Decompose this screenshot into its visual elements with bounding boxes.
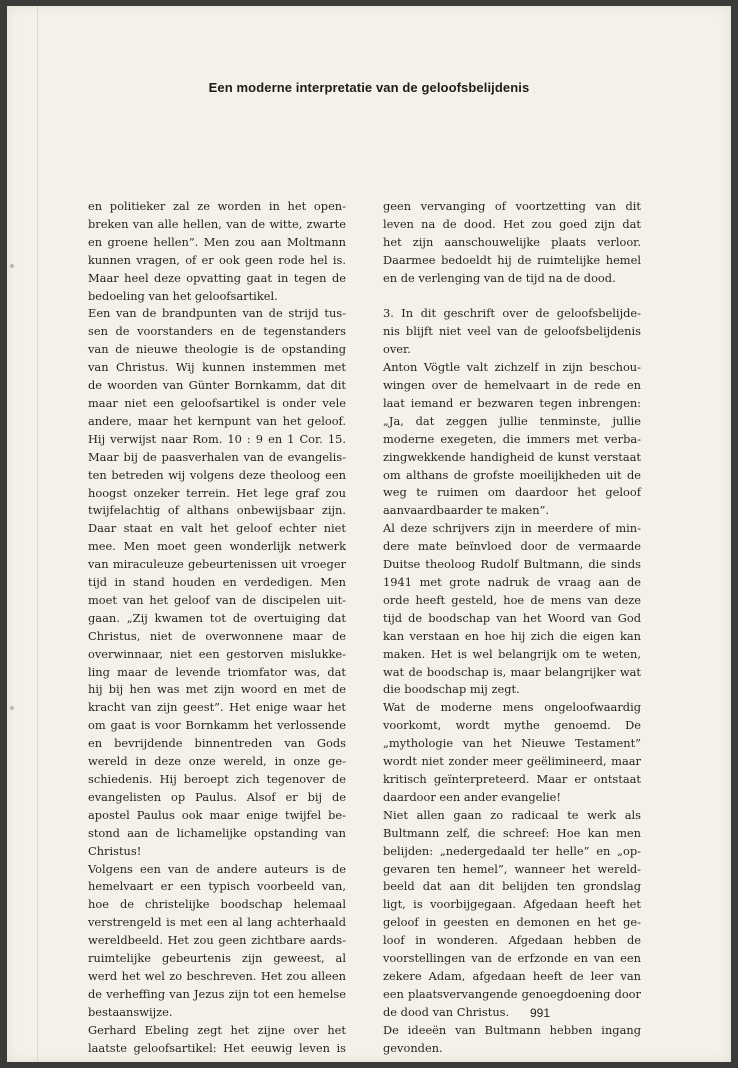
margin-speck — [10, 264, 14, 268]
text-line: evangelisten op Paulus. Alsof er bij de — [88, 789, 346, 804]
text-line: loof in wonderen. Afgedaan hebben de — [383, 933, 641, 948]
text-line: verstrengeld is met een al lang achterhaald — [88, 915, 346, 930]
text-line: leven na de dood. Het zou goed zijn dat — [383, 216, 641, 231]
text-line: Hij verwijst naar Rom. 10 : 9 en 1 Cor. 15. — [88, 431, 346, 446]
text-line: Daar staat en valt het geloof echter niet — [88, 521, 346, 536]
text-line: aanvaardbaarder te maken”. — [383, 503, 550, 518]
text-line: Niet allen gaan zo radicaal te werk als — [383, 807, 641, 822]
text-line: mee. Men moet geen wonderlijk netwerk — [88, 539, 346, 554]
text-line: Anton Vögtle valt zichzelf in zijn beschou- — [383, 360, 641, 375]
text-line: Christus! — [88, 843, 142, 858]
text-line: over. — [383, 342, 411, 357]
text-line: Een van de brandpunten van de strijd tus- — [88, 306, 346, 321]
text-line: moderne exegeten, die immers met verba- — [383, 431, 641, 446]
text-line: maken. Het is wel belangrijk om te weten, — [383, 646, 641, 661]
text-line: gevonden. — [383, 1040, 443, 1055]
text-line: van miraculeuze gebeurtenissen uit vroeger — [88, 557, 346, 572]
text-line: ligt, is voorbijgegaan. Afgedaan heeft het — [383, 897, 641, 912]
text-line: van de nieuwe theologie is de opstanding — [88, 342, 346, 357]
text-line: Bultmann zelf, die schreef: Hoe kan men — [383, 825, 641, 840]
text-line: Duitse theoloog Rudolf Bultmann, die sinds — [383, 557, 641, 572]
text-line: De ideeën van Bultmann hebben ingang — [383, 1022, 641, 1037]
text-line: ten betreden wij volgens deze theoloog een — [88, 467, 346, 482]
text-line: tijd de boodschap van het Woord van God — [383, 610, 641, 625]
text-line: Maar bij de paasverhalen van de evangelis- — [88, 449, 346, 464]
text-line: hemelvaart er een typisch voorbeeld van, — [88, 879, 346, 894]
text-line: laatste geloofsartikel: Het eeuwig leven is — [88, 1040, 346, 1055]
text-line: Volgens een van de andere auteurs is de — [88, 861, 346, 876]
text-line: zekere Adam, afgedaan heeft de leer van — [383, 968, 641, 983]
text-line: wordt niet zonder meer geëlimineerd, maar — [383, 754, 641, 769]
text-line: Gerhard Ebeling zegt het zijne over het — [88, 1022, 346, 1037]
text-line: en de verlenging van de tijd na de dood. — [383, 270, 616, 285]
text-line: voorkomt, wordt mythe genoemd. De — [383, 718, 641, 733]
text-line: 3. In dit geschrift over de geloofsbelijde- — [383, 306, 641, 321]
text-line: belijden: „nedergedaald ter helle” en „op- — [383, 843, 641, 858]
text-line: wereldbeeld. Het zou geen zichtbare aards- — [88, 933, 346, 948]
text-line: kritisch geïnterpreteerd. Maar er ontstaat — [383, 771, 641, 786]
text-line: moet van het geloof van de discipelen uit- — [88, 592, 346, 607]
text-line: overwinnaar, niet een gestorven mislukke- — [88, 646, 346, 661]
margin-speck — [10, 706, 14, 710]
left-text-column — [88, 198, 346, 1058]
text-line: stond aan de lichamelijke opstanding van — [88, 825, 346, 840]
text-line: van Christus. Wij kunnen instemmen met — [88, 360, 346, 375]
text-line: en bevrijdende binnentreden van Gods — [88, 736, 346, 751]
text-line: ling maar de levende triomfator was, dat — [88, 664, 346, 679]
text-line: wingen over de hemelvaart in de rede en — [383, 378, 641, 393]
text-line: voorstellingen van de erfzonde en van een — [383, 951, 641, 966]
right-text-column — [383, 198, 641, 1057]
text-line: Maar heel deze opvatting gaat in tegen de — [88, 270, 346, 285]
text-line: en groene hellen”. Men zou aan Moltmann — [88, 234, 346, 249]
text-line: schiedenis. Hij beroept zich tegenover de — [88, 772, 346, 786]
book-page — [7, 6, 731, 1062]
text-line: „mythologie van het Nieuwe Testament” — [383, 736, 641, 751]
text-line: gevaren ten hemel”, wanneer het wereld- — [383, 861, 641, 876]
text-line: kracht van zijn geest”. Het enige waar het — [88, 700, 346, 715]
text-line: orde heeft gesteld, hoe de mens van deze — [383, 592, 641, 607]
text-line: geen vervanging of voortzetting van dit — [383, 199, 641, 213]
text-line: twijfelachtig of althans onbewijsbaar zijn. — [88, 503, 346, 518]
text-line: geloof in geesten en demonen en het ge- — [383, 915, 641, 930]
text-line: 1941 met grote nadruk de vraag aan de — [383, 575, 641, 590]
text-line: wereld in deze onze wereld, in onze ge- — [88, 754, 346, 769]
text-line: hij bij hen was met zijn woord en met de — [88, 682, 346, 697]
text-line: Daarmee bedoeldt hij de ruimtelijke hemel — [383, 252, 641, 267]
text-line: dere mate beïnvloed door de vermaarde — [383, 539, 641, 554]
text-line: gaan. „Zij kwamen tot de overtuiging dat — [88, 610, 346, 625]
text-line: apostel Paulus ook maar enige twijfel be- — [88, 807, 346, 822]
text-line: en politieker zal ze worden in het open- — [88, 199, 346, 213]
text-line: tijd in stand houden en verdedigen. Men — [88, 575, 346, 590]
text-line: andere, maar het kernpunt van het geloof. — [88, 413, 346, 428]
text-line: Wat de moderne mens ongeloofwaardig — [383, 700, 641, 715]
paragraph-gap — [383, 288, 641, 306]
text-line: bedoeling van het geloofsartikel. — [88, 288, 278, 303]
running-head: Een moderne interpretatie van de geloofsbelijdenis — [208, 80, 530, 95]
text-line: de woorden van Günter Bornkamm, dat dit — [88, 378, 346, 393]
text-line: laat iemand er bezwaren tegen inbrengen: — [383, 395, 641, 410]
text-line: kunnen vragen, of er ook geen rode hel is. — [88, 252, 346, 267]
text-line: daardoor een ander evangelie! — [383, 789, 561, 804]
text-line: „Ja, dat zeggen jullie tenminste, jullie — [383, 413, 641, 428]
page-number: 991 — [530, 1006, 551, 1020]
text-line: nis blijft niet veel van de geloofsbelijdenis — [383, 324, 641, 339]
page-gutter-shadow — [37, 6, 38, 1062]
text-line: hoe de christelijke boodschap helemaal — [88, 897, 346, 912]
text-line: kan verstaan en hoe hij zich die eigen kan — [383, 628, 641, 643]
text-line: de verheffing van Jezus zijn tot een hemelse — [88, 986, 346, 1001]
text-line: het zijn aanschouwelijke plaats verloor. — [383, 234, 641, 249]
text-line: bestaanswijze. — [88, 1004, 173, 1019]
text-line: de dood van Christus. — [383, 1004, 510, 1019]
text-line: ruimtelijke gebeurtenis zijn geweest, al — [88, 951, 346, 966]
text-line: Christus, niet de overwonnene maar de — [88, 628, 346, 643]
text-line: die boodschap mij zegt. — [383, 682, 520, 697]
text-line: breken van alle hellen, van de witte, zwarte — [88, 216, 346, 231]
text-line: beeld dat aan dit belijden ten grondslag — [383, 879, 641, 894]
text-line: zingwekkende handigheid de kunst verstaat — [383, 449, 641, 464]
text-line: hoogst onzeker terrein. Het lege graf zou — [88, 485, 346, 500]
text-line: wat de boodschap is, maar belangrijker wat — [383, 664, 641, 679]
text-line: sen de voorstanders en de tegenstanders — [88, 324, 346, 339]
text-line: Al deze schrijvers zijn in meerdere of min- — [383, 521, 641, 536]
text-line: werd het wel zo beschreven. Het zou alleen — [88, 968, 346, 983]
text-line: om althans de grofste moeilijkheden uit de — [383, 467, 641, 482]
text-line: weg te ruimen om daardoor het geloof — [383, 485, 641, 500]
text-line: om gaat is voor Bornkamm het verlossende — [88, 718, 346, 733]
text-line: maar niet een geloofsartikel is onder vele — [88, 395, 346, 410]
text-line: een plaatsvervangende genoegdoening door — [383, 986, 641, 1001]
